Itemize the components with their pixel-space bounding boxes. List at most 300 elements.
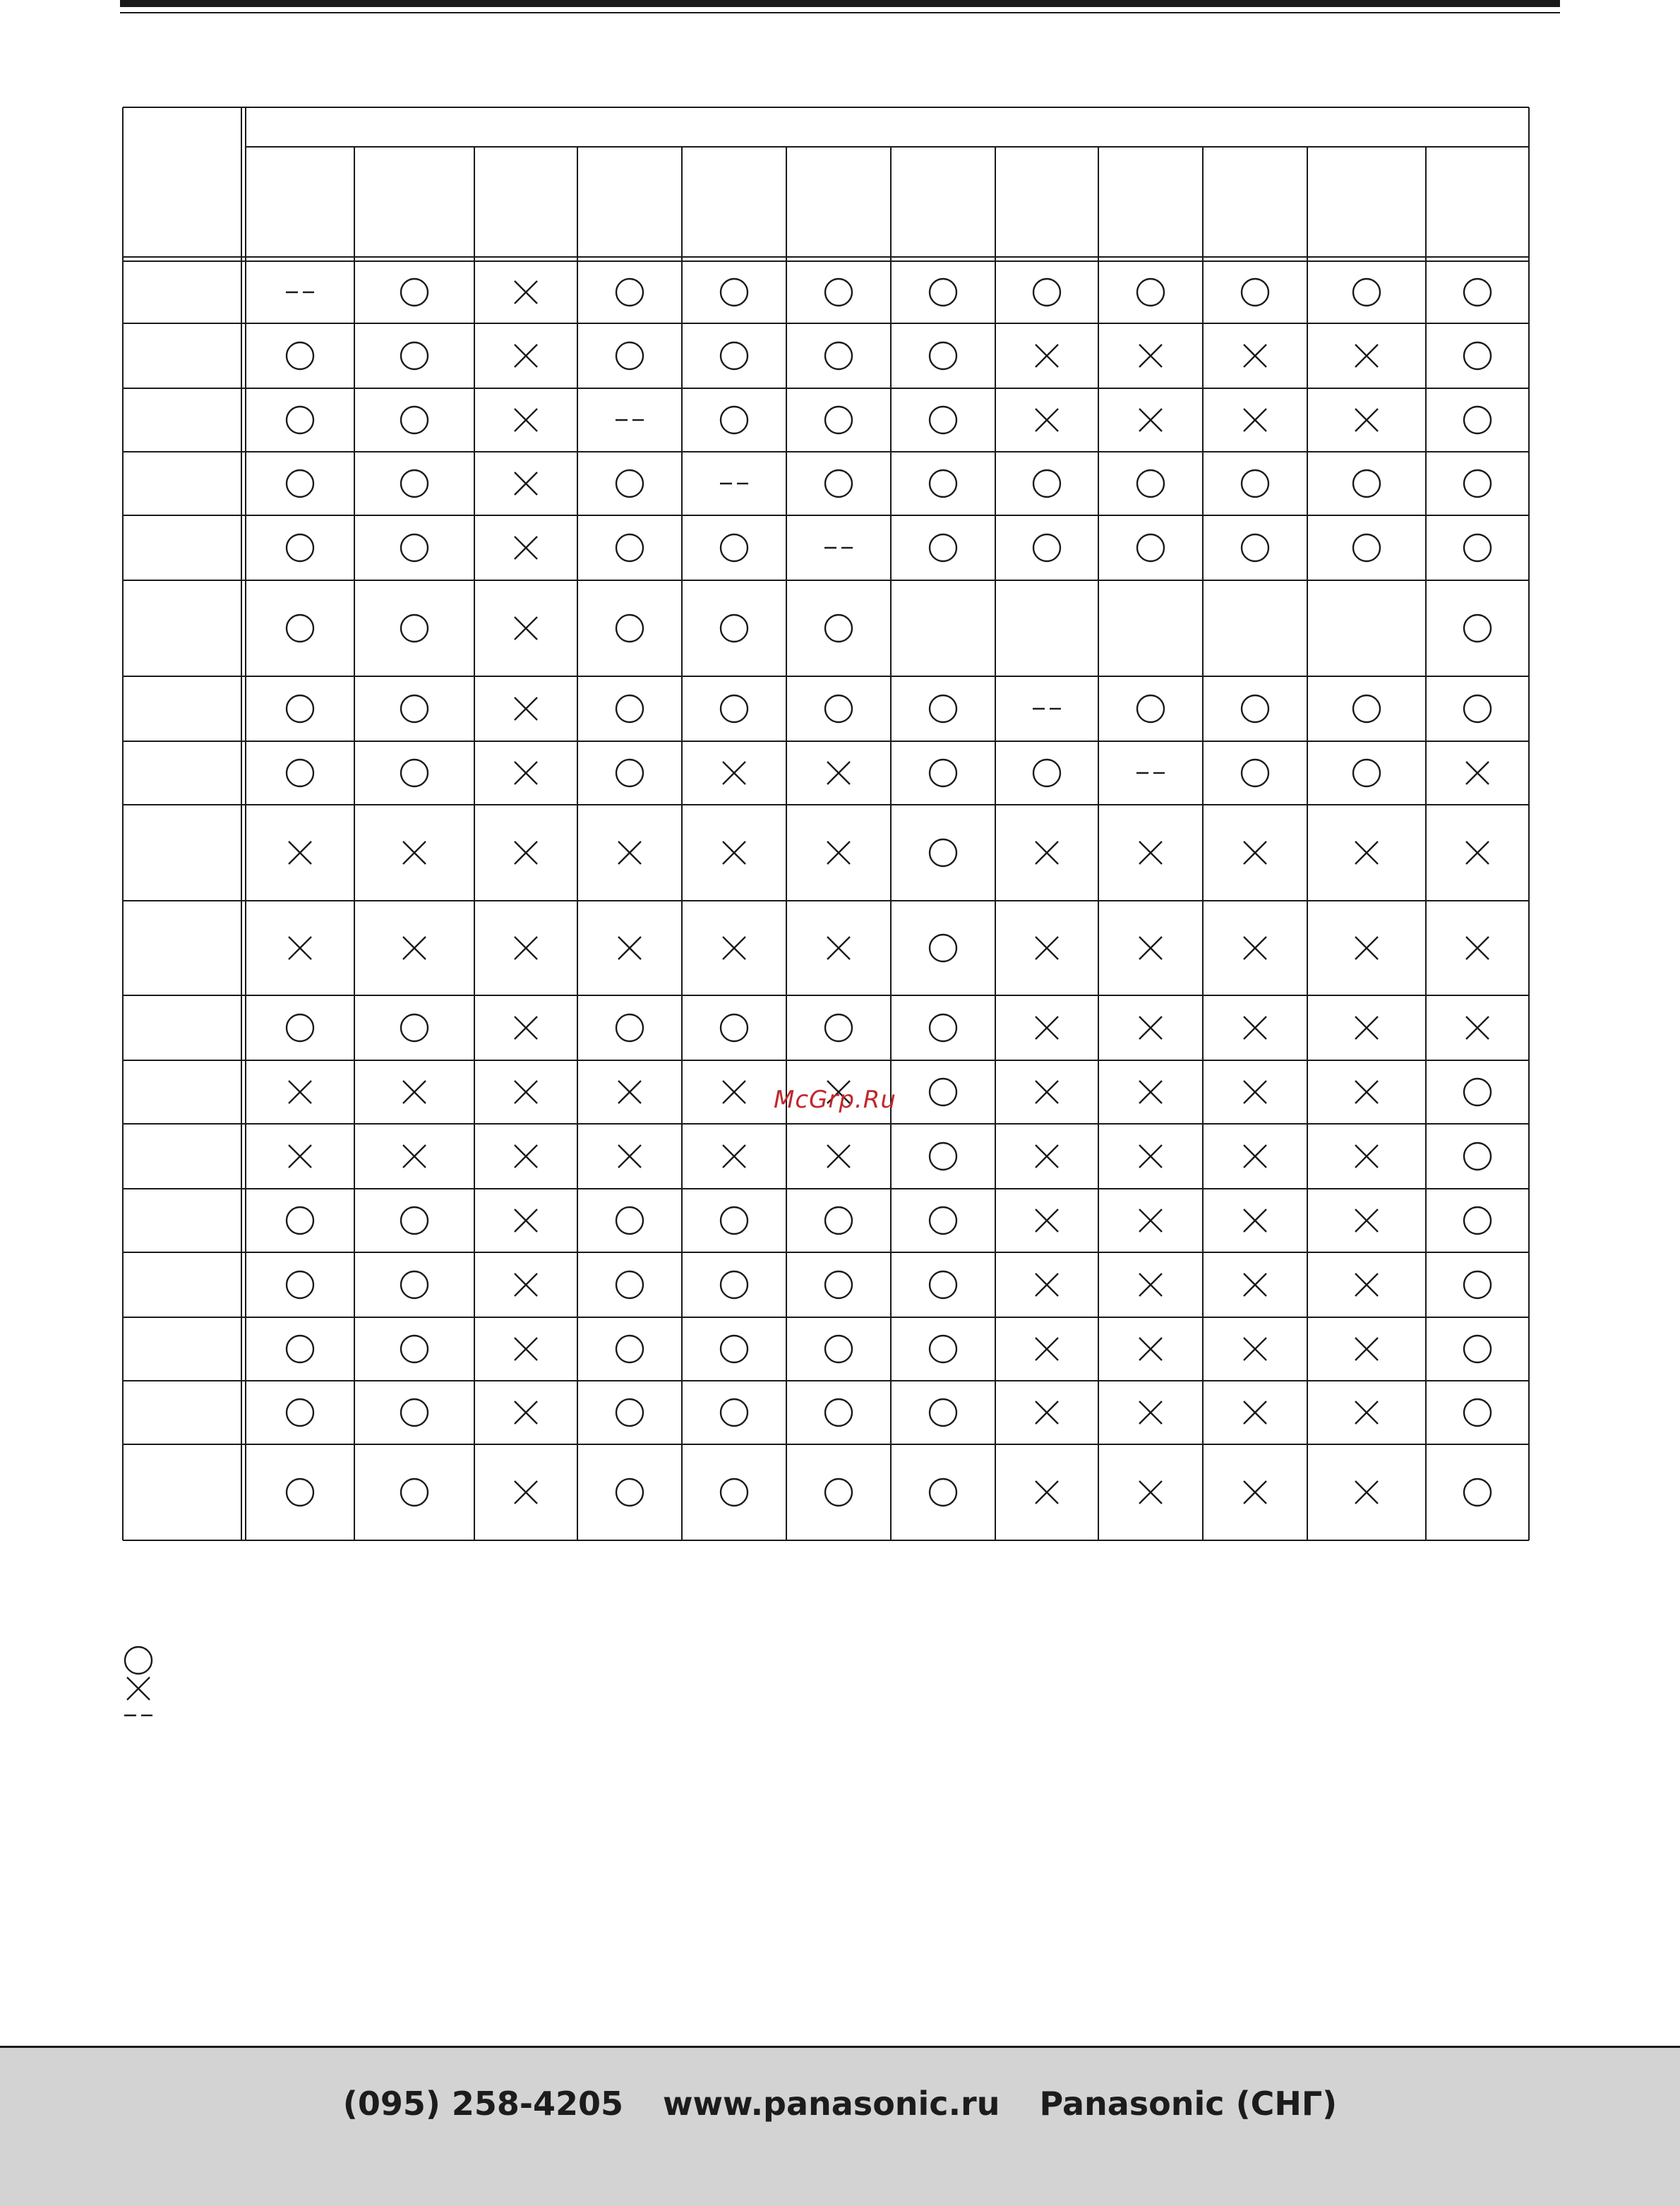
cross-icon [1244, 1081, 1266, 1103]
table-cell [930, 407, 956, 433]
cross-icon [618, 937, 641, 959]
table-cell [618, 1145, 641, 1168]
circle-icon [1464, 342, 1491, 369]
circle-icon [930, 1014, 956, 1041]
circle-icon [721, 407, 748, 433]
table-cell [1242, 279, 1268, 306]
cross-icon [1036, 1338, 1058, 1360]
table-cell [1353, 279, 1380, 306]
cross-icon [1036, 1081, 1058, 1103]
table-cell [721, 1479, 748, 1506]
table-cell [1355, 937, 1378, 959]
table-cell [618, 1081, 641, 1103]
table-cell [401, 695, 428, 722]
circle-icon [401, 760, 428, 786]
table-cell [287, 534, 313, 561]
table-cell [1464, 1479, 1491, 1506]
cross-icon [1036, 1273, 1058, 1296]
circle-icon [721, 695, 748, 722]
table-cell [1353, 470, 1380, 497]
cross-icon [515, 1017, 537, 1039]
cross-icon [827, 1145, 850, 1168]
table-cell [1355, 1273, 1378, 1296]
circle-icon [930, 342, 956, 369]
circle-icon [1464, 279, 1491, 306]
cross-icon [515, 409, 537, 431]
circle-icon [1464, 695, 1491, 722]
table-cell [1353, 534, 1380, 561]
table-cell [1464, 407, 1491, 433]
table-cell [825, 615, 852, 642]
cross-icon [1466, 937, 1489, 959]
cross-icon [1355, 1401, 1378, 1424]
cross-icon [1036, 841, 1058, 864]
table-cell [616, 1399, 643, 1426]
table-cell [1244, 409, 1266, 431]
table-cell [1464, 342, 1491, 369]
circle-icon [287, 534, 313, 561]
table-cell [515, 1081, 537, 1103]
circle-icon [287, 1207, 313, 1234]
table-cell [287, 1271, 313, 1298]
cross-icon [1355, 1481, 1378, 1504]
circle-icon [930, 1143, 956, 1170]
table-cell [1464, 1271, 1491, 1298]
cross-icon [515, 762, 537, 784]
table-cell [1139, 1338, 1162, 1360]
table-cell [401, 470, 428, 497]
circle-icon [1353, 534, 1380, 561]
circle-icon [721, 1014, 748, 1041]
table-cell [1242, 760, 1268, 786]
circle-icon [616, 534, 643, 561]
table-cell [930, 839, 956, 866]
circle-icon [721, 342, 748, 369]
circle-icon [825, 342, 852, 369]
table-cell [825, 342, 852, 369]
cross-icon [289, 841, 311, 864]
circle-icon [1033, 470, 1060, 497]
table-cell [1466, 841, 1489, 864]
circle-icon [616, 342, 643, 369]
circle-icon [930, 760, 956, 786]
circle-icon [287, 1399, 313, 1426]
table-cell [1137, 695, 1164, 722]
circle-icon [1464, 470, 1491, 497]
circle-icon [825, 1336, 852, 1362]
cross-icon [1355, 841, 1378, 864]
cross-icon [1139, 1481, 1162, 1504]
circle-icon [825, 470, 852, 497]
table-cell [401, 615, 428, 642]
cross-icon [515, 697, 537, 720]
circle-icon [287, 1271, 313, 1298]
table-cell [1036, 409, 1058, 431]
table-cell [1033, 534, 1060, 561]
cross-icon [618, 841, 641, 864]
cross-icon [1355, 1081, 1378, 1103]
table-cell [1466, 1017, 1489, 1039]
cross-icon [1244, 344, 1266, 367]
table-cell [287, 1336, 313, 1362]
table-cell [515, 1145, 537, 1168]
table-cell [403, 1145, 426, 1168]
circle-icon [1242, 470, 1268, 497]
table-cell [827, 1145, 850, 1168]
table-cell [1139, 841, 1162, 864]
table-cell [515, 536, 537, 559]
table-cell [1464, 279, 1491, 306]
cross-icon [1244, 1145, 1266, 1168]
cross-icon [1244, 1338, 1266, 1360]
circle-icon [125, 1647, 152, 1674]
circle-icon [401, 1014, 428, 1041]
table-cell [1036, 841, 1058, 864]
circle-icon [721, 1399, 748, 1426]
table-cell [287, 1014, 313, 1041]
cross-icon [515, 1145, 537, 1168]
table-cell [723, 841, 745, 864]
circle-icon [616, 1479, 643, 1506]
table-cell [616, 1336, 643, 1362]
cross-icon [515, 1481, 537, 1504]
table-cell [1464, 1079, 1491, 1105]
table-gridlines [123, 107, 1529, 1540]
cross-icon [403, 1145, 426, 1168]
circle-icon [401, 1479, 428, 1506]
table-cell [930, 1336, 956, 1362]
table-cell [287, 407, 313, 433]
cross-icon [515, 1338, 537, 1360]
circle-icon [401, 1271, 428, 1298]
circle-icon [825, 615, 852, 642]
table-cell [1139, 1081, 1162, 1103]
circle-icon [616, 1336, 643, 1362]
cross-icon [723, 937, 745, 959]
circle-icon [287, 407, 313, 433]
circle-icon [721, 1207, 748, 1234]
table-cell [401, 534, 428, 561]
table-cell [1139, 1273, 1162, 1296]
table-cell [1137, 279, 1164, 306]
table-cell [930, 534, 956, 561]
table-cell [515, 472, 537, 495]
circle-icon [930, 407, 956, 433]
cross-icon [1244, 1273, 1266, 1296]
table-cell [825, 695, 852, 722]
cross-icon [723, 1145, 745, 1168]
cross-icon [403, 841, 426, 864]
circle-icon [616, 1399, 643, 1426]
circle-icon [825, 1207, 852, 1234]
circle-icon [287, 695, 313, 722]
circle-icon [1242, 279, 1268, 306]
circle-icon [1242, 695, 1268, 722]
circle-icon [930, 1479, 956, 1506]
circle-icon [721, 1479, 748, 1506]
cross-icon [515, 536, 537, 559]
circle-icon [401, 1399, 428, 1426]
circle-icon [401, 407, 428, 433]
circle-icon [287, 1479, 313, 1506]
table-cell [1244, 1145, 1266, 1168]
table-cell [723, 1081, 745, 1103]
table-cell [1466, 762, 1489, 784]
cross-icon [1244, 937, 1266, 959]
circle-icon [401, 470, 428, 497]
cross-icon [515, 841, 537, 864]
table-cell [515, 617, 537, 640]
circle-icon [825, 1399, 852, 1426]
circle-icon [930, 470, 956, 497]
table-cell [1242, 470, 1268, 497]
cross-icon [1139, 344, 1162, 367]
cross-icon [515, 1273, 537, 1296]
table-cell [1036, 1081, 1058, 1103]
cross-icon [1355, 409, 1378, 431]
table-cell [1355, 1017, 1378, 1039]
table-cell [1244, 1338, 1266, 1360]
table-cell [1036, 344, 1058, 367]
footer-contacts [0, 2085, 1680, 2123]
circle-icon [1033, 760, 1060, 786]
table-cell [616, 1014, 643, 1041]
table-cell [930, 470, 956, 497]
circle-icon [1353, 279, 1380, 306]
footer-company: Panasonic (СНГ) [1039, 2085, 1338, 2123]
table-cell [287, 1479, 313, 1506]
table-cell [1353, 695, 1380, 722]
table-cell [515, 1481, 537, 1504]
table-cell [930, 1143, 956, 1170]
table-cells [286, 279, 1491, 1506]
table-cell [1036, 937, 1058, 959]
cross-icon [1244, 1017, 1266, 1039]
table-cell [1353, 760, 1380, 786]
circle-icon [1464, 1079, 1491, 1105]
table-cell [825, 1271, 852, 1298]
footer-website[interactable]: www.panasonic.ru [663, 2085, 1000, 2123]
table-cell [825, 1336, 852, 1362]
circle-icon [930, 1271, 956, 1298]
table-cell [721, 1399, 748, 1426]
table-cell [1355, 344, 1378, 367]
table-cell [930, 1207, 956, 1234]
cross-icon [1244, 1401, 1266, 1424]
table-cell [618, 937, 641, 959]
table-cell [616, 470, 643, 497]
cross-icon [1244, 409, 1266, 431]
circle-icon [1464, 1399, 1491, 1426]
table-cell [616, 534, 643, 561]
cross-icon [723, 762, 745, 784]
legend-item [125, 1647, 152, 1674]
table-cell [721, 534, 748, 561]
cross-icon [1355, 1273, 1378, 1296]
table-cell [1036, 1209, 1058, 1232]
circle-icon [1242, 760, 1268, 786]
cross-icon [1355, 1145, 1378, 1168]
table-cell [1464, 1399, 1491, 1426]
table-cell [287, 342, 313, 369]
circle-icon [1464, 534, 1491, 561]
cross-icon [1139, 1081, 1162, 1103]
circle-icon [1137, 279, 1164, 306]
circle-icon [287, 615, 313, 642]
circle-icon [930, 1207, 956, 1234]
cross-icon [289, 1081, 311, 1103]
cross-icon [1355, 1017, 1378, 1039]
table-cell [287, 1399, 313, 1426]
table-cell [1244, 841, 1266, 864]
cross-icon [1244, 1209, 1266, 1232]
circle-icon [1464, 407, 1491, 433]
table-cell [401, 760, 428, 786]
footer-bar [0, 2046, 1680, 2206]
cross-icon [618, 1145, 641, 1168]
table-cell [721, 342, 748, 369]
cross-icon [1139, 1017, 1162, 1039]
circle-icon [616, 615, 643, 642]
table-cell [825, 279, 852, 306]
table-cell [401, 407, 428, 433]
cross-icon [1139, 1209, 1162, 1232]
table-cell [721, 615, 748, 642]
table-cell [1033, 279, 1060, 306]
table-cell [1139, 1481, 1162, 1504]
cross-icon [1036, 409, 1058, 431]
table-cell [825, 1014, 852, 1041]
cross-icon [1466, 841, 1489, 864]
cross-icon [827, 937, 850, 959]
cross-icon [1139, 841, 1162, 864]
table-cell [1244, 344, 1266, 367]
table-cell [1466, 937, 1489, 959]
table-cell [1242, 695, 1268, 722]
table-cell [1244, 1081, 1266, 1103]
circle-icon [930, 935, 956, 961]
table-cell [515, 281, 537, 304]
table-cell [723, 1145, 745, 1168]
table-cell [289, 1081, 311, 1103]
circle-icon [825, 1479, 852, 1506]
circle-icon [616, 695, 643, 722]
table-cell [1139, 409, 1162, 431]
table-cell [930, 1079, 956, 1105]
table-cell [723, 937, 745, 959]
cross-icon [515, 472, 537, 495]
watermark: McGrp.Ru [774, 1086, 896, 1114]
table-cell [1242, 534, 1268, 561]
table-cell [1036, 1017, 1058, 1039]
circle-icon [1464, 1207, 1491, 1234]
table-cell [287, 470, 313, 497]
cross-icon [1466, 762, 1489, 784]
circle-icon [825, 695, 852, 722]
circle-icon [721, 1271, 748, 1298]
table-cell [1244, 1209, 1266, 1232]
table-cell [515, 1401, 537, 1424]
cross-icon [289, 1145, 311, 1168]
table-cell [287, 1207, 313, 1234]
table-cell [1244, 937, 1266, 959]
cross-icon [1139, 409, 1162, 431]
table-cell [930, 1271, 956, 1298]
circle-icon [1464, 1143, 1491, 1170]
table-cell [515, 762, 537, 784]
circle-icon [930, 695, 956, 722]
cross-icon [1036, 1209, 1058, 1232]
circle-icon [287, 470, 313, 497]
table-cell [515, 937, 537, 959]
table-cell [403, 937, 426, 959]
table-cell [1464, 1143, 1491, 1170]
table-cell [825, 1207, 852, 1234]
cross-icon [1466, 1017, 1489, 1039]
cross-icon [1139, 1273, 1162, 1296]
table-cell [721, 1271, 748, 1298]
table-cell [289, 841, 311, 864]
table-cell [515, 1017, 537, 1039]
circle-icon [825, 279, 852, 306]
table-cell [401, 1207, 428, 1234]
table-cell [403, 1081, 426, 1103]
table-cell [721, 279, 748, 306]
circle-icon [616, 470, 643, 497]
table-cell [1036, 1481, 1058, 1504]
cross-icon [515, 281, 537, 304]
circle-icon [1033, 279, 1060, 306]
table-cell [721, 1207, 748, 1234]
circle-icon [401, 279, 428, 306]
cross-icon [827, 841, 850, 864]
table-cell [825, 407, 852, 433]
cross-icon [827, 762, 850, 784]
cross-icon [1036, 1017, 1058, 1039]
circle-icon [1242, 534, 1268, 561]
table-cell [1464, 534, 1491, 561]
table-cell [616, 1479, 643, 1506]
table-cell [1036, 1145, 1058, 1168]
circle-icon [401, 1207, 428, 1234]
circle-icon [721, 534, 748, 561]
circle-icon [1353, 695, 1380, 722]
circle-icon [616, 1271, 643, 1298]
cross-icon [1355, 344, 1378, 367]
circle-icon [1464, 1336, 1491, 1362]
table-cell [1139, 1401, 1162, 1424]
cross-icon [1036, 344, 1058, 367]
table-cell [401, 1271, 428, 1298]
cross-icon [1244, 1481, 1266, 1504]
legend [121, 1639, 164, 1724]
table-cell [827, 762, 850, 784]
table-cell [1244, 1481, 1266, 1504]
cross-icon [403, 1081, 426, 1103]
table-cell [616, 695, 643, 722]
circle-icon [287, 342, 313, 369]
table-cell [1139, 1017, 1162, 1039]
table-cell [1464, 615, 1491, 642]
circle-icon [616, 760, 643, 786]
table-cell [287, 615, 313, 642]
cross-icon [515, 1081, 537, 1103]
circle-icon [1137, 470, 1164, 497]
circle-icon [1353, 470, 1380, 497]
circle-icon [825, 407, 852, 433]
table-cell [401, 1014, 428, 1041]
table-cell [401, 1399, 428, 1426]
